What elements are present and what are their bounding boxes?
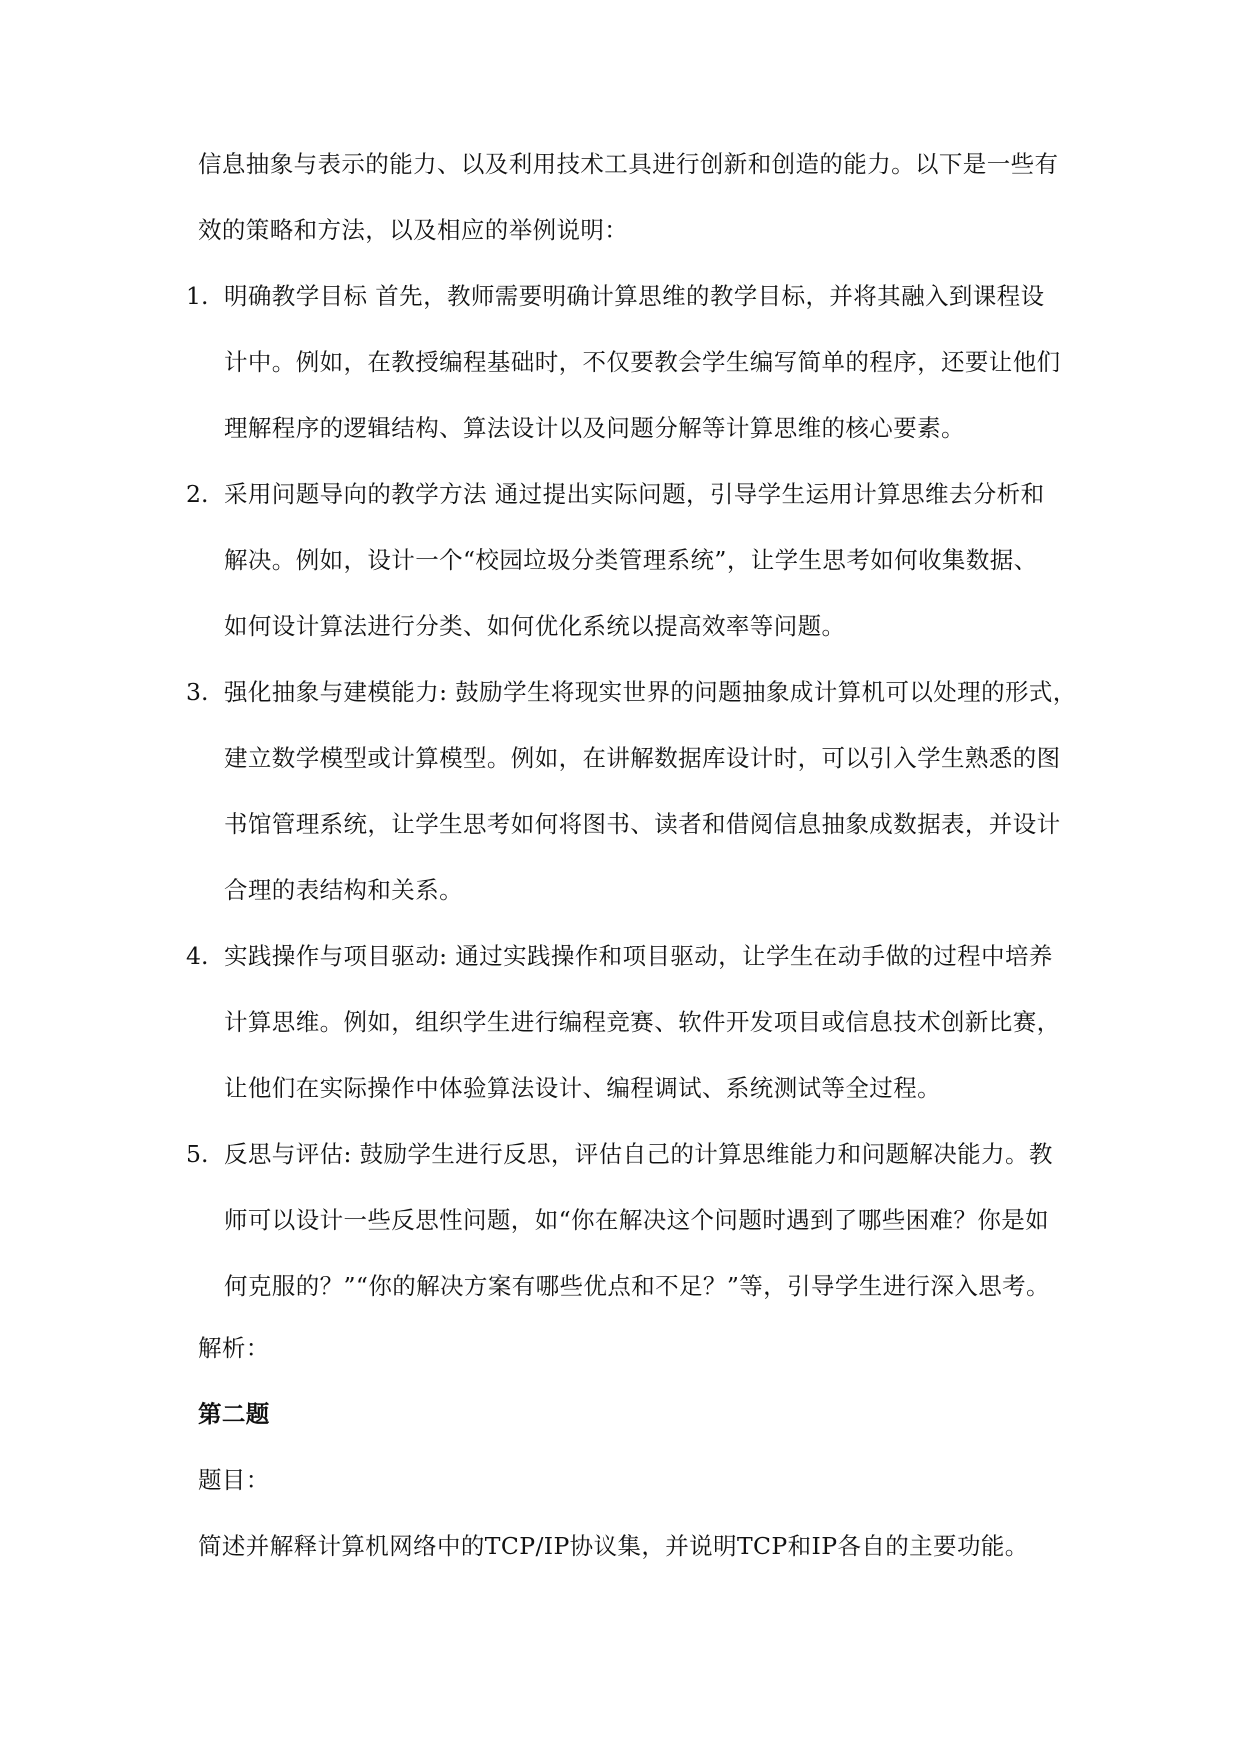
list-item-3-marker: 3. (186, 678, 209, 706)
intro-line-1: 信息抽象与表示的能力、以及利用技术工具进行创新和创造的能力。以下是一些有 (198, 150, 1059, 178)
list-item-1-line-3: 理解程序的逻辑结构、算法设计以及问题分解等计算思维的核心要素。 (224, 414, 965, 442)
list-item-2-marker: 2. (186, 480, 209, 508)
list-item-5-line-3: 何克服的？”“你的解决方案有哪些优点和不足？”等，引导学生进行深入思考。 (224, 1272, 1050, 1300)
list-item-5-line-1: 反思与评估: 鼓励学生进行反思，评估自己的计算思维能力和问题解决能力。教 (224, 1140, 1053, 1168)
section-heading: 第二题 (198, 1400, 270, 1428)
list-item-1-marker: 1. (186, 282, 209, 310)
question-label: 题目： (198, 1466, 270, 1494)
list-item-3-line-2: 建立数学模型或计算模型。例如，在讲解数据库设计时，可以引入学生熟悉的图 (224, 744, 1061, 772)
intro-line-2: 效的策略和方法，以及相应的举例说明： (198, 216, 629, 244)
list-item-4-line-1: 实践操作与项目驱动: 通过实践操作和项目驱动，让学生在动手做的过程中培养 (224, 942, 1053, 970)
list-item-3-line-3: 书馆管理系统，让学生思考如何将图书、读者和借阅信息抽象成数据表，并设计 (224, 810, 1061, 838)
list-item-3-line-4: 合理的表结构和关系。 (224, 876, 463, 904)
list-item-4-marker: 4. (186, 942, 209, 970)
list-item-2-line-3: 如何设计算法进行分类、如何优化系统以提高效率等问题。 (224, 612, 846, 640)
analysis-label: 解析： (198, 1334, 270, 1362)
question-text: 简述并解释计算机网络中的TCP/IP协议集，并说明TCP和IP各自的主要功能。 (198, 1532, 1029, 1560)
list-item-1-line-1: 明确教学目标 首先，教师需要明确计算思维的教学目标，并将其融入到课程设 (224, 282, 1045, 310)
list-item-5-marker: 5. (186, 1140, 209, 1168)
list-item-2-line-2: 解决。例如，设计一个“校园垃圾分类管理系统”，让学生思考如何收集数据、 (224, 546, 1038, 574)
list-item-3-line-1: 强化抽象与建模能力: 鼓励学生将现实世界的问题抽象成计算机可以处理的形式， (224, 678, 1077, 706)
list-item-4-line-2: 计算思维。例如，组织学生进行编程竞赛、软件开发项目或信息技术创新比赛， (224, 1008, 1061, 1036)
list-item-5-line-2: 师可以设计一些反思性问题，如“你在解决这个问题时遇到了哪些困难？你是如 (224, 1206, 1050, 1234)
list-item-2-line-1: 采用问题导向的教学方法 通过提出实际问题，引导学生运用计算思维去分析和 (224, 480, 1045, 508)
list-item-4-line-3: 让他们在实际操作中体验算法设计、编程调试、系统测试等全过程。 (224, 1074, 941, 1102)
list-item-1-line-2: 计中。例如，在教授编程基础时，不仅要教会学生编写简单的程序，还要让他们 (224, 348, 1061, 376)
